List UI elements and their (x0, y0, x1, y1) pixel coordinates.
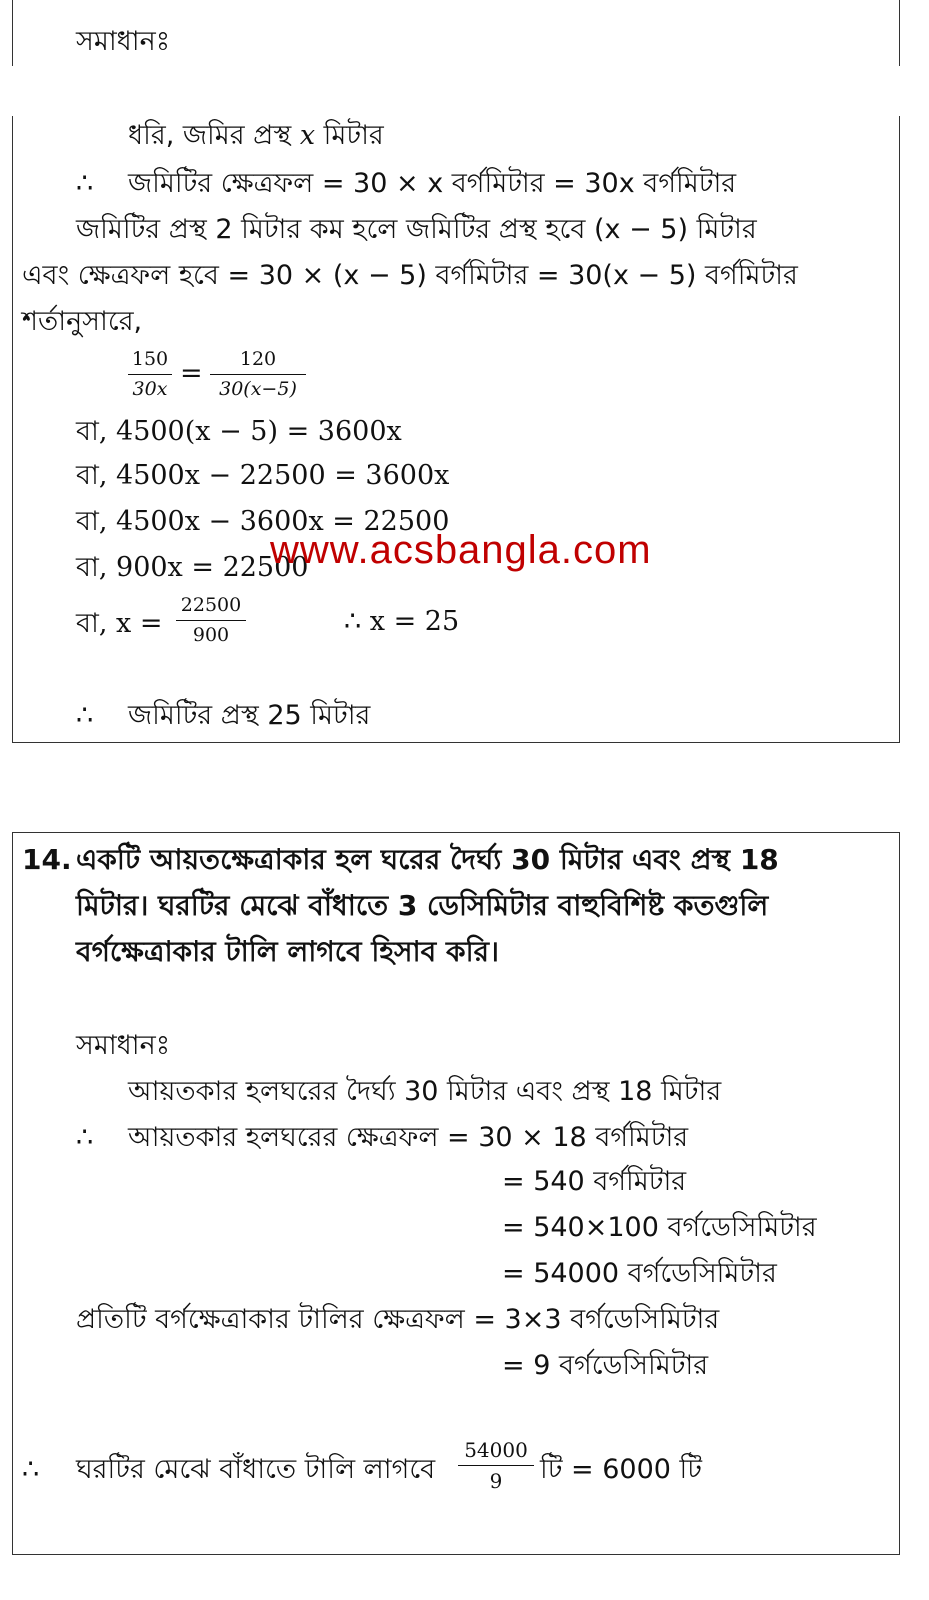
reduced-area-line: এবং ক্ষেত্রফল হবে = 30 × (x − 5) বর্গমিটার = 30(x − 5) বর্গমিটার (22, 260, 798, 291)
fraction-left-numerator: 150 (131, 348, 169, 370)
step-5-prefix: বা, x = (76, 608, 163, 639)
step-5-fraction (176, 596, 246, 645)
hall-dimensions: আয়তকার হলঘরের দৈর্ঘ্য 30 মিটার এবং প্রস্থ 18 মিটার (128, 1076, 722, 1107)
solution-label-2: সমাধানঃ (76, 1030, 171, 1061)
step-5-result: ∴ x = 25 (344, 606, 460, 637)
hall-area-conversion: = 540×100 বর্গডেসিমিটার (502, 1212, 817, 1243)
hall-therefore: ∴ (76, 1122, 94, 1153)
step-5-numerator: 22500 (180, 594, 242, 616)
tile-area: প্রতিটি বর্গক্ষেত্রাকার টালির ক্ষেত্রফল = 3×3 বর্গডেসিমিটার (76, 1304, 720, 1335)
therefore-symbol: ∴ (76, 168, 94, 199)
step-5-denominator: 900 (192, 624, 230, 646)
question-line-1: একটি আয়তক্ষেত্রাকার হল ঘরের দৈর্ঘ্য 30 মিটার এবং প্রস্থ 18 (76, 843, 779, 876)
question-line-3: বর্গক্ষেত্রাকার টালি লাগবে হিসাব করি। (76, 935, 500, 968)
step-1: বা, 4500(x − 5) = 3600x (76, 416, 402, 447)
fraction-right (210, 350, 306, 399)
hall-area-dm2: = 54000 বর্গডেসিমিটার (502, 1258, 777, 1289)
assume-text: ধরি, জমির প্রস্থ (128, 120, 292, 151)
question-line-2: মিটার। ঘরটির মেঝে বাঁধাতে 3 ডেসিমিটার বাহুবিশিষ্ট কতগুলি (76, 889, 769, 922)
conclusion-line: জমিটির প্রস্থ 25 মিটার (128, 700, 371, 731)
final-suffix: টি = 6000 টি (540, 1454, 702, 1485)
hall-area-m2: = 540 বর্গমিটার (502, 1166, 687, 1197)
final-denominator: 9 (489, 1469, 503, 1493)
fraction-right-numerator: 120 (239, 348, 277, 370)
fraction-left (128, 350, 172, 399)
conclusion-therefore: ∴ (76, 700, 94, 731)
watermark: www.acsbangla.com (270, 528, 652, 572)
assume-variable: x (299, 120, 316, 151)
assume-line (128, 122, 384, 149)
fraction-left-denominator: 30x (132, 378, 168, 400)
step-4: বা, 900x = 22500 (76, 552, 309, 583)
final-numerator: 54000 (464, 1438, 528, 1462)
tile-area-result: = 9 বর্গডেসিমিটার (502, 1350, 709, 1381)
hall-area: আয়তকার হলঘরের ক্ষেত্রফল = 30 × 18 বর্গমিটার (128, 1122, 689, 1153)
area-line: জমিটির ক্ষেত্রফল = 30 × x বর্গমিটার = 30x বর্গমিটার (128, 168, 737, 199)
question-number: 14. (22, 843, 72, 876)
reduced-width-line: জমিটির প্রস্থ 2 মিটার কম হলে জমিটির প্রস্থ হবে (x − 5) মিটার (76, 214, 757, 245)
condition-label: শর্তানুসারে, (22, 306, 143, 337)
equals-sign: = (180, 358, 203, 389)
assume-unit: মিটার (323, 120, 384, 151)
final-prefix: ঘরটির মেঝে বাঁধাতে টালি লাগবে (76, 1454, 436, 1485)
final-therefore: ∴ (22, 1454, 40, 1485)
final-fraction (458, 1440, 534, 1491)
step-3: বা, 4500x − 3600x = 22500 (76, 506, 450, 537)
step-2: বা, 4500x − 22500 = 3600x (76, 460, 450, 491)
top-solution-label: সমাধানঃ (76, 26, 171, 57)
fraction-right-denominator: 30(x−5) (219, 378, 297, 400)
